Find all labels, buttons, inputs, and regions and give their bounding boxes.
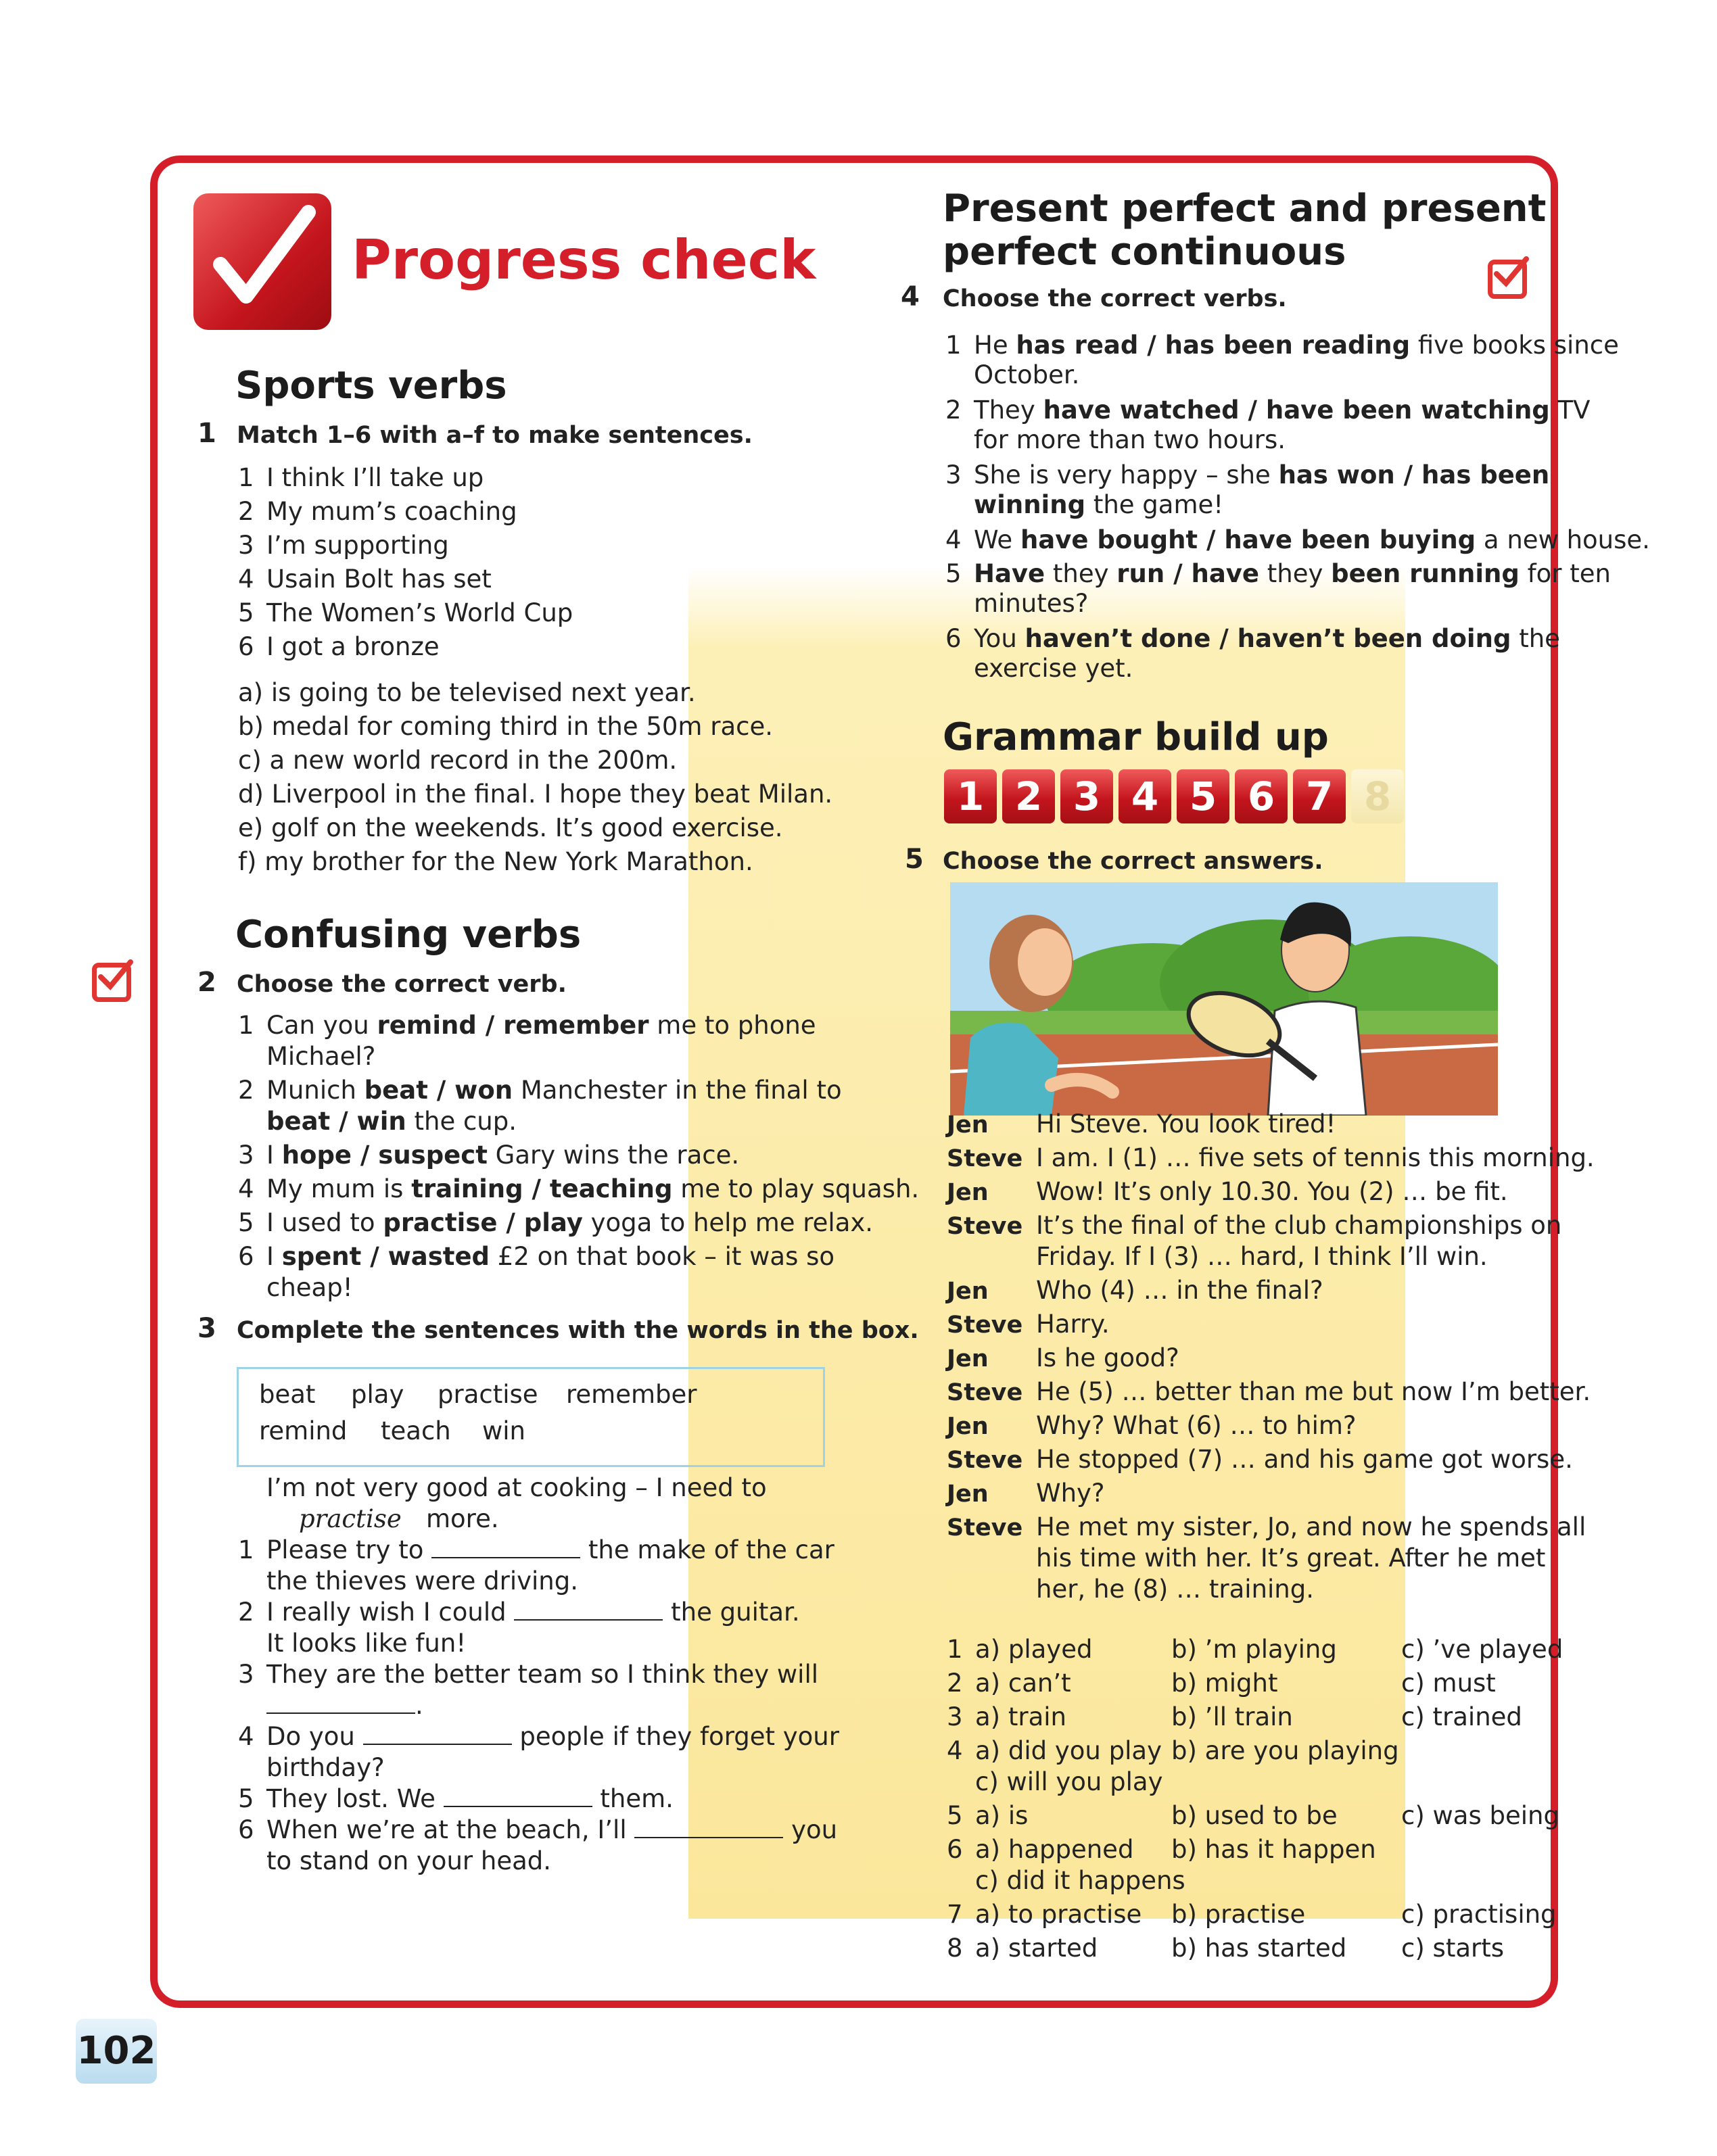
answer-blank — [444, 1786, 592, 1807]
example-answer: practise — [299, 1504, 402, 1533]
list-item-continued: to stand on your head. — [266, 1846, 552, 1875]
dialogue-line: Hi Steve. You look tired! — [1036, 1109, 1336, 1139]
list-item-continued: cheap! — [266, 1273, 353, 1302]
section-heading-sports-verbs: Sports verbs — [235, 364, 507, 408]
speaker-name: Steve — [947, 1145, 1023, 1172]
answer-option-a: a) started — [975, 1934, 1098, 1963]
box-word: practise — [438, 1380, 538, 1409]
list-item: 2 My mum’s coaching — [238, 497, 517, 526]
answer-blank — [363, 1723, 512, 1745]
list-item: 4 We have bought / have been buying a new house. — [945, 525, 1650, 554]
answer-blank — [514, 1599, 663, 1621]
answer-option-c: c) did it happens — [975, 1866, 1185, 1895]
list-item: 5 I used to practise / play yoga to help me relax. — [238, 1208, 874, 1237]
dialogue-line: Harry. — [1036, 1310, 1110, 1339]
answer-option-a: a) to practise — [975, 1900, 1142, 1929]
dialogue-line: Why? What (6) … to him? — [1036, 1411, 1357, 1440]
progress-tile-8: 8 — [1351, 769, 1404, 823]
dialogue-line: He stopped (7) … and his game got worse. — [1036, 1445, 1573, 1474]
speaker-name: Jen — [947, 1111, 989, 1139]
checkbox-tick-icon — [1488, 260, 1527, 299]
box-word: play — [351, 1380, 404, 1409]
list-item: 2 They have watched / have been watching TV — [945, 396, 1591, 425]
section-heading-present-perfect: Present perfect and present — [943, 187, 1547, 231]
box-word: teach — [381, 1416, 451, 1445]
section-heading-confusing-verbs: Confusing verbs — [235, 913, 582, 957]
answer-option-c: c) ’ve played — [1401, 1635, 1563, 1664]
list-item-continued: Michael? — [266, 1042, 376, 1071]
answer-number: 5 — [947, 1801, 963, 1830]
list-item-continued: the thieves were driving. — [266, 1566, 578, 1596]
speaker-name: Jen — [947, 1278, 989, 1305]
list-item: 4 My mum is training / teaching me to play squash. — [238, 1174, 920, 1203]
answer-number: 4 — [947, 1736, 963, 1765]
answer-option-b: b) has started — [1171, 1934, 1347, 1963]
answer-number: 1 — [947, 1635, 963, 1664]
speaker-name: Steve — [947, 1312, 1023, 1339]
answer-option-b: b) are you playing — [1171, 1736, 1399, 1765]
dialogue-line: her, he (8) … training. — [1036, 1575, 1314, 1604]
list-item: 2 I really wish I could the guitar. — [238, 1598, 800, 1627]
page-number: 102 — [76, 2019, 157, 2084]
list-item: 5 Have they run / have they been running for ten — [945, 559, 1611, 588]
dialogue-line: Is he good? — [1036, 1343, 1179, 1372]
progress-tile-5: 5 — [1177, 769, 1229, 823]
list-item: 4 Usain Bolt has set — [238, 565, 492, 594]
answer-blank — [634, 1817, 783, 1838]
list-item: 1 Can you remind / remember me to phone — [238, 1011, 816, 1040]
list-item: 1 Please try to the make of the car — [238, 1535, 834, 1564]
answer-blank — [266, 1692, 415, 1714]
dialogue-line: Why? — [1036, 1479, 1105, 1508]
answer-number: 7 — [947, 1900, 963, 1929]
box-word: win — [482, 1416, 525, 1445]
example-line: practise more. — [266, 1504, 499, 1535]
dialogue-line: It’s the final of the club championships on — [1036, 1211, 1562, 1240]
answer-option-a: a) played — [975, 1635, 1093, 1664]
speaker-name: Jen — [947, 1345, 989, 1372]
exercise-number: 5 — [905, 844, 924, 875]
answer-number: 6 — [947, 1835, 963, 1864]
answer-blank — [431, 1537, 580, 1558]
answer-number: 2 — [947, 1669, 963, 1698]
speaker-name: Jen — [947, 1481, 989, 1508]
list-item-continued: winning the game! — [974, 490, 1224, 519]
exercise-instruction: Choose the correct answers. — [943, 848, 1323, 875]
speaker-name: Steve — [947, 1213, 1023, 1240]
dialogue-line: I am. I (1) … five sets of tennis this morning. — [1036, 1143, 1595, 1172]
progress-tile-3: 3 — [1060, 769, 1113, 823]
list-item: 1 I think I’ll take up — [238, 463, 484, 492]
list-item-continued: October. — [974, 360, 1080, 389]
speaker-name: Jen — [947, 1179, 989, 1206]
checkmark-logo-icon — [193, 193, 331, 330]
answer-option-c: c) practising — [1401, 1900, 1557, 1929]
exercise-instruction: Complete the sentences with the words in the box. — [237, 1317, 919, 1344]
list-item-continued: exercise yet. — [974, 654, 1133, 683]
progress-tile-4: 4 — [1119, 769, 1171, 823]
list-item-continued: It looks like fun! — [266, 1629, 467, 1658]
answer-option-b: b) ’ll train — [1171, 1702, 1293, 1731]
progress-tile-6: 6 — [1235, 769, 1288, 823]
answer-option-c: c) starts — [1401, 1934, 1504, 1963]
answer-option-b: b) might — [1171, 1669, 1278, 1698]
answer-option-c: c) will you play — [975, 1767, 1163, 1796]
list-item: 6 You haven’t done / haven’t been doing the — [945, 624, 1560, 653]
list-item: 3 I hope / suspect Gary wins the race. — [238, 1141, 740, 1170]
dialogue-line: his time with her. It’s great. After he met — [1036, 1543, 1546, 1573]
answer-option-b: b) used to be — [1171, 1801, 1338, 1830]
answer-option-c: c) trained — [1401, 1702, 1522, 1731]
page-title: Progress check — [352, 229, 816, 291]
answer-option-a: a) train — [975, 1702, 1066, 1731]
list-item-continued: . — [266, 1690, 423, 1721]
dialogue-line: Wow! It’s only 10.30. You (2) … be fit. — [1036, 1177, 1508, 1206]
speaker-name: Steve — [947, 1447, 1023, 1474]
list-item: 5 The Women’s World Cup — [238, 598, 573, 627]
section-heading-grammar-build-up: Grammar build up — [943, 715, 1329, 759]
list-item: 1 He has read / has been reading five books since — [945, 331, 1619, 360]
list-item-continued: minutes? — [974, 589, 1089, 618]
list-item-continued: beat / win the cup. — [266, 1107, 517, 1136]
list-item: 4 Do you people if they forget your — [238, 1722, 839, 1751]
speaker-name: Steve — [947, 1514, 1023, 1541]
list-item-continued: birthday? — [266, 1753, 385, 1782]
progress-tile-7: 7 — [1293, 769, 1346, 823]
answer-option-a: a) happened — [975, 1835, 1134, 1864]
exercise-number: 2 — [197, 967, 216, 998]
example-line: I’m not very good at cooking – I need to — [266, 1473, 767, 1502]
exercise-number: 1 — [197, 418, 216, 449]
match-option: a) is going to be televised next year. — [238, 678, 696, 707]
checkbox-tick-icon — [92, 963, 131, 1002]
list-item: 6 I got a bronze — [238, 632, 440, 661]
answer-option-c: c) must — [1401, 1669, 1496, 1698]
speaker-name: Jen — [947, 1413, 989, 1440]
match-option: e) golf on the weekends. It’s good exercise. — [238, 813, 783, 842]
match-option: f) my brother for the New York Marathon. — [238, 847, 753, 876]
exercise-instruction: Choose the correct verb. — [237, 971, 567, 998]
list-item: 5 They lost. We them. — [238, 1784, 674, 1813]
list-item: 3 I’m supporting — [238, 531, 449, 560]
match-option: c) a new world record in the 200m. — [238, 746, 678, 775]
answer-number: 8 — [947, 1934, 963, 1963]
section-heading-present-perfect-line2: perfect continuous — [943, 230, 1346, 274]
box-word: remind — [259, 1416, 348, 1445]
exercise-instruction: Choose the correct verbs. — [943, 285, 1287, 312]
answer-option-b: b) has it happen — [1171, 1835, 1376, 1864]
word-box — [237, 1367, 825, 1467]
answer-option-c: c) was being — [1401, 1801, 1559, 1830]
dialogue-line: He (5) … better than me but now I’m better. — [1036, 1377, 1591, 1406]
exercise-number: 3 — [197, 1313, 216, 1344]
list-item: 3 She is very happy – she has won / has been — [945, 460, 1550, 489]
match-option: b) medal for coming third in the 50m race. — [238, 712, 773, 741]
dialogue-line: He met my sister, Jo, and now he spends all — [1036, 1512, 1586, 1541]
box-word: remember — [566, 1380, 697, 1409]
progress-tile-1: 1 — [944, 769, 997, 823]
answer-option-a: a) is — [975, 1801, 1029, 1830]
match-option: d) Liverpool in the final. I hope they beat Milan. — [238, 780, 833, 809]
dialogue-line: Friday. If I (3) … hard, I think I’ll win. — [1036, 1242, 1488, 1271]
box-word: beat — [259, 1380, 316, 1409]
list-item: 6 I spent / wasted £2 on that book – it was so — [238, 1242, 835, 1271]
list-item: 2 Munich beat / won Manchester in the final to — [238, 1076, 842, 1105]
exercise-instruction: Match 1–6 with a–f to make sentences. — [237, 422, 753, 449]
list-item-continued: for more than two hours. — [974, 425, 1286, 454]
answer-option-b: b) practise — [1171, 1900, 1306, 1929]
tennis-players-illustration — [950, 882, 1498, 1116]
answer-option-a: a) can’t — [975, 1669, 1071, 1698]
answer-option-b: b) ’m playing — [1171, 1635, 1337, 1664]
speaker-name: Steve — [947, 1379, 1023, 1406]
progress-tile-2: 2 — [1002, 769, 1055, 823]
list-item: 6 When we’re at the beach, I’ll you — [238, 1815, 838, 1844]
answer-number: 3 — [947, 1702, 963, 1731]
exercise-number: 4 — [901, 281, 920, 312]
answer-option-a: a) did you play — [975, 1736, 1162, 1765]
dialogue-line: Who (4) … in the final? — [1036, 1276, 1323, 1305]
list-item: 3 They are the better team so I think they will — [238, 1660, 819, 1689]
